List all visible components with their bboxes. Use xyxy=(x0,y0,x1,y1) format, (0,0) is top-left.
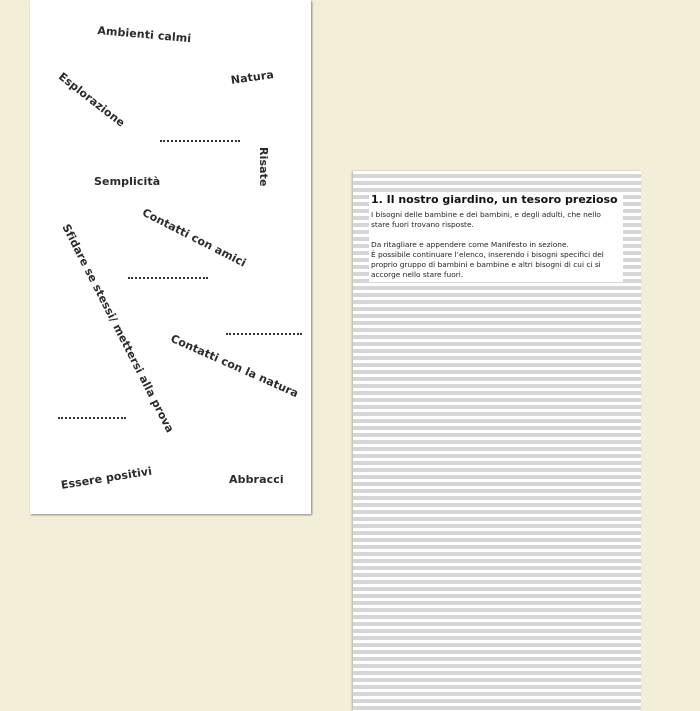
instruction-paragraph: È possibile continuare l’elenco, inserendo i bisogni specifici del proprio gruppo di bambini e bambine e altri bisogni di cui ci si accorge nello stare fuori. xyxy=(371,250,604,279)
blank-line xyxy=(226,333,302,335)
word-abbracci: Abbracci xyxy=(229,473,284,486)
word-sfidare-se-stessi: Sfidare se stessi/ mettersi alla prova xyxy=(59,222,177,435)
needs-card xyxy=(30,0,311,514)
word-essere-positivi: Essere positivi xyxy=(60,464,153,492)
manifesto-card xyxy=(353,171,641,711)
blank-line xyxy=(160,140,240,142)
intro-paragraph: I bisogni delle bambine e dei bambini, e degli adulti, che nello stare fuori trovano risposte. xyxy=(371,210,601,229)
word-risate: Risate xyxy=(257,147,270,187)
instruction-line: Da ritagliare e appendere come Manifesto in sezione. xyxy=(371,240,569,249)
word-esplorazione: Esplorazione xyxy=(55,70,128,130)
word-ambienti-calmi: Ambienti calmi xyxy=(96,24,192,46)
manifesto-text-block xyxy=(369,193,623,282)
word-semplicita: Semplicità xyxy=(94,175,161,188)
blank-line xyxy=(128,277,208,279)
word-natura: Natura xyxy=(230,67,275,87)
word-contatti-con-amici: Contatti con amici xyxy=(140,206,249,270)
card-title: 1. Il nostro giardino, un tesoro prezioso xyxy=(371,193,618,206)
word-contatti-con-la-natura: Contatti con la natura xyxy=(168,332,301,401)
blank-line xyxy=(58,417,126,419)
